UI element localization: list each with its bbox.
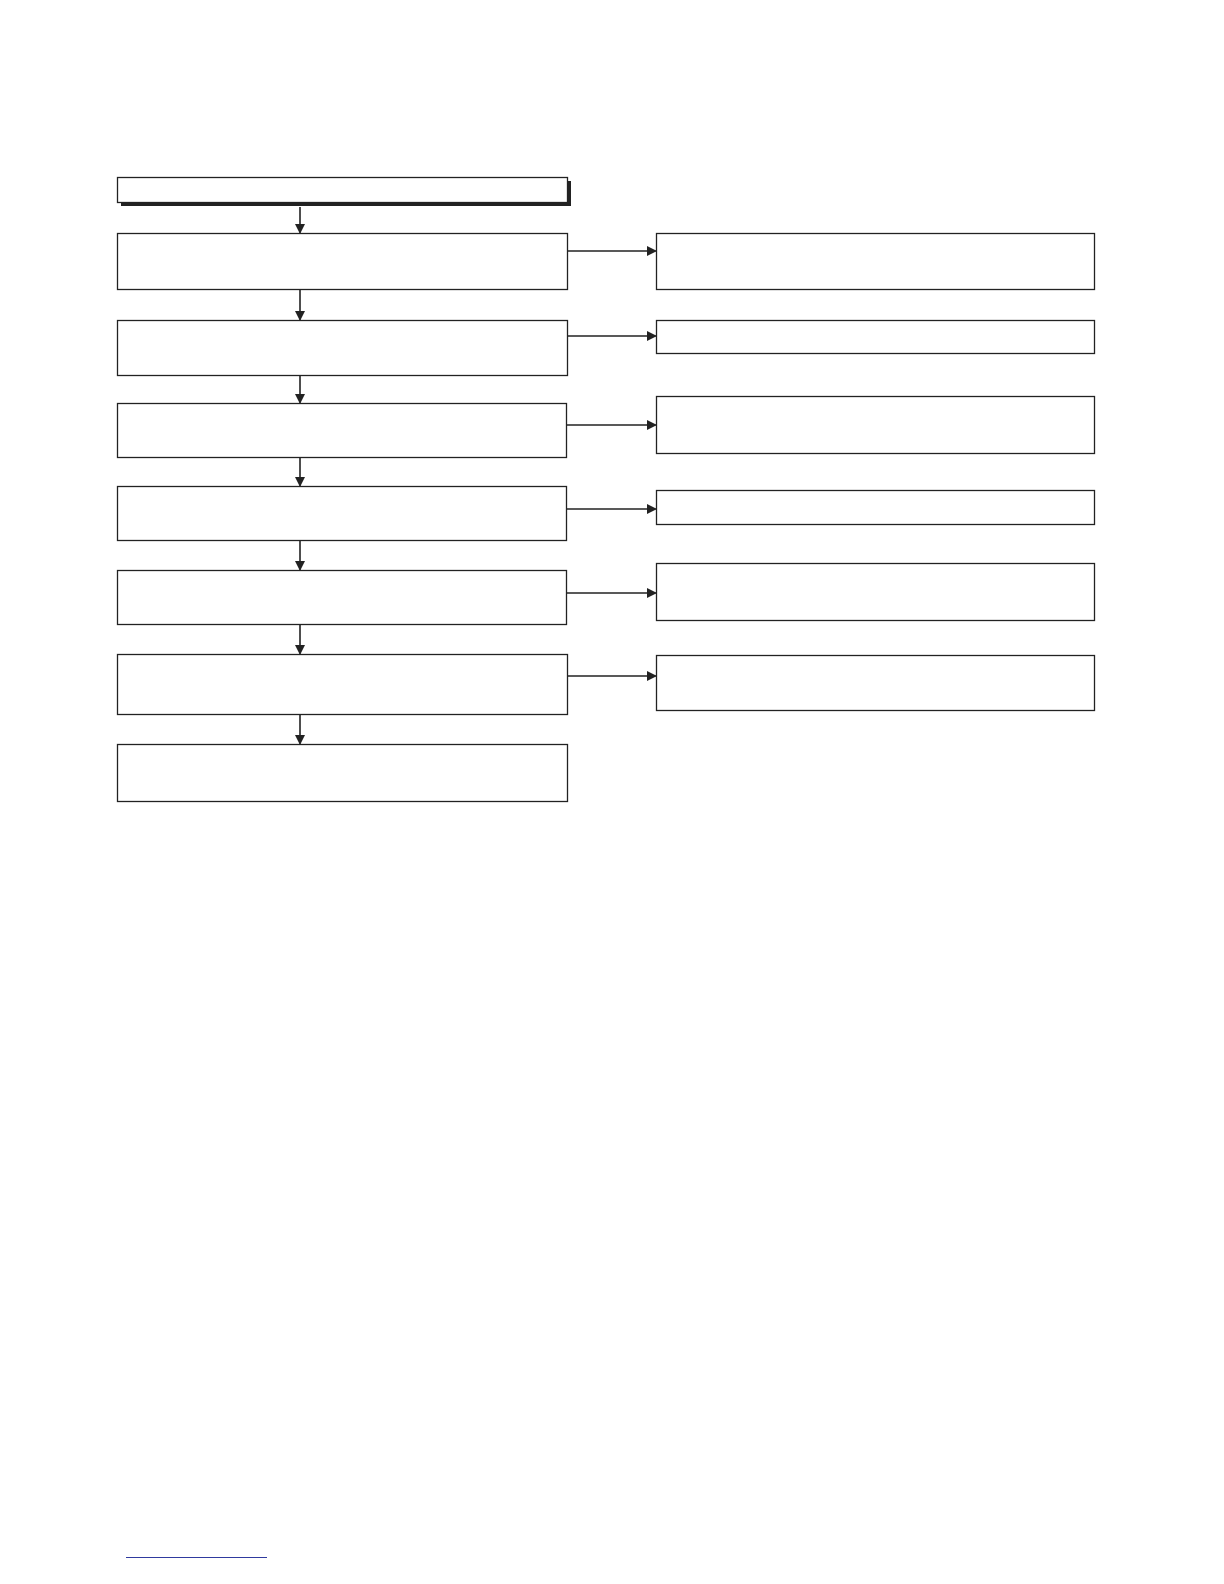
node-branch-3 (657, 397, 1095, 454)
node-box (118, 234, 568, 290)
node-branch-6 (657, 656, 1095, 711)
node-branch-2 (657, 321, 1095, 354)
node-step-3 (118, 404, 567, 458)
node-step-6 (118, 655, 568, 715)
node-branch-5 (657, 564, 1095, 621)
node-box (118, 571, 567, 625)
node-box (657, 564, 1095, 621)
node-step-2 (118, 321, 568, 376)
node-step-7 (118, 745, 568, 802)
node-box (657, 656, 1095, 711)
node-header (118, 178, 572, 207)
node-branch-4 (657, 491, 1095, 525)
node-box (118, 178, 568, 203)
node-box (118, 745, 568, 802)
footer-rule (126, 1557, 267, 1558)
node-step-1 (118, 234, 568, 290)
node-box (657, 491, 1095, 525)
node-box (118, 321, 568, 376)
nodes-layer (118, 178, 1095, 802)
node-box (657, 321, 1095, 354)
node-branch-1 (657, 234, 1095, 290)
node-box (118, 404, 567, 458)
node-box (657, 234, 1095, 290)
node-box (118, 487, 567, 541)
node-step-5 (118, 571, 567, 625)
node-box (118, 655, 568, 715)
node-step-4 (118, 487, 567, 541)
node-box (657, 397, 1095, 454)
